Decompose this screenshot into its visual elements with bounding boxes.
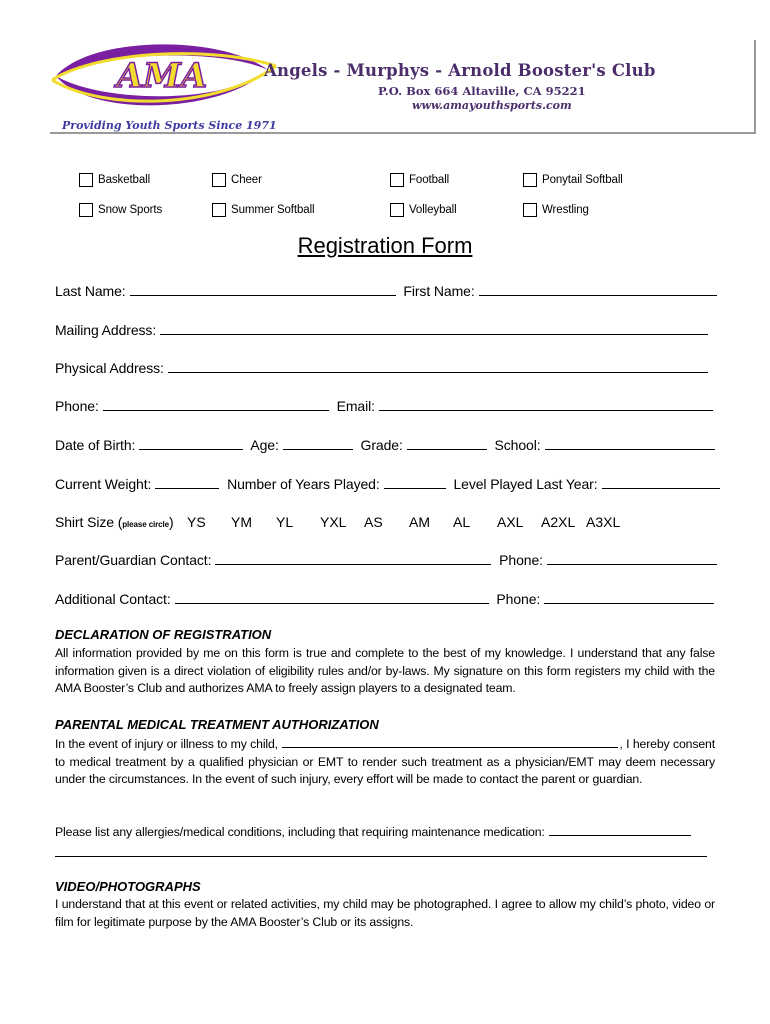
last-name-field[interactable] [130,294,396,296]
parent-phone-field[interactable] [547,563,717,565]
first-name-field[interactable] [479,294,717,296]
sport-label: Summer Softball [231,204,315,216]
allergies-field-line-2[interactable] [55,856,707,857]
size-am[interactable]: AM [409,514,430,530]
sport-label: Cheer [231,174,262,186]
additional-phone-label: Phone: [496,591,541,607]
phone-field[interactable] [103,409,329,411]
sport-option-basketball[interactable] [79,172,150,188]
checkbox[interactable] [212,173,226,187]
club-header [50,40,756,136]
size-as[interactable]: AS [364,514,383,530]
declaration-text: All information provided by me on this form is true and complete to the best of my knowledge. I understand that any false information given is a direct violation of eligibility rules and/or by-laws. My signature on this form registers my child with the AMA Booster’s Club and authorizes AMA to freely assign players to a designated team. [55,646,715,695]
physical-address-row [55,360,712,376]
physical-address-label: Physical Address: [55,360,164,376]
video-heading: VIDEO/PHOTOGRAPHS [55,879,201,894]
size-a3xl[interactable]: A3XL [586,514,621,530]
parent-contact-field[interactable] [215,563,491,565]
size-yxl[interactable]: YXL [320,514,347,530]
grade-field[interactable] [407,448,487,450]
weight-label: Current Weight: [55,476,152,492]
years-played-label: Number of Years Played: [227,476,380,492]
size-axl[interactable]: AXL [497,514,524,530]
level-label: Level Played Last Year: [453,476,598,492]
medical-text: In the event of injury or illness to my child, , I hereby consent to medical treatment by a qualified physician or EMT to render such treatment as a physician/EMT may deem necessary under the circumstances. In the event of such injury, every effort will be made to contact the parent or guardian. [55,737,715,786]
mailing-address-field[interactable] [160,333,708,335]
shirt-size-row [55,514,174,530]
sport-option-cheer[interactable] [212,172,262,188]
checkbox[interactable] [523,203,537,217]
weight-row [55,476,724,492]
additional-contact-row [55,591,718,607]
size-a2xl[interactable]: A2XL [541,514,576,530]
dob-label: Date of Birth: [55,437,136,453]
sport-label: Ponytail Softball [542,174,623,186]
phone-email-row [55,398,717,414]
sport-label: Volleyball [409,204,457,216]
age-label: Age: [250,437,279,453]
phone-label: Phone: [55,398,99,414]
allergies-text: Please list any allergies/medical conditions, including that requiring maintenance medication: [55,824,715,842]
child-name-field[interactable] [282,746,618,748]
sport-option-football[interactable] [390,172,449,188]
club-address: P.O. Box 664 Altaville, CA 95221 [378,84,586,98]
parent-phone-label: Phone: [499,552,543,568]
checkbox[interactable] [523,173,537,187]
level-field[interactable] [602,487,720,489]
parent-contact-row [55,552,721,568]
checkbox[interactable] [79,173,93,187]
form-title: Registration Form [297,233,473,258]
shirt-size-label: Shirt Size (please circle) [55,514,174,530]
additional-contact-field[interactable] [175,602,489,604]
sport-label: Football [409,174,450,186]
mailing-address-row [55,322,712,338]
ama-logo [50,40,280,120]
additional-phone-field[interactable] [544,602,714,604]
years-played-field[interactable] [384,487,446,489]
school-label: School: [494,437,541,453]
last-name-label: Last Name: [55,283,126,299]
allergies-field[interactable] [549,834,691,836]
dob-field[interactable] [139,448,243,450]
shirt-size-note: please circle [122,520,170,529]
video-text: I understand that at this event or related activities, my child may be photographed. I agree to allow my child’s photo, video or film for legitimate purpose by the AMA Booster’s Club or its assigns. [55,897,715,929]
sport-label: Basketball [98,174,151,186]
checkbox[interactable] [79,203,93,217]
club-name: Angels - Murphys - Arnold Booster's Club [264,61,656,80]
declaration-heading: DECLARATION OF REGISTRATION [55,627,272,642]
logo-text: AMA [116,56,208,96]
size-ym[interactable]: YM [231,514,252,530]
size-yl[interactable]: YL [276,514,294,530]
age-field[interactable] [283,448,353,450]
sport-option-snow-sports[interactable] [79,202,162,218]
checkbox[interactable] [212,203,226,217]
first-name-label: First Name: [403,283,475,299]
name-row [55,283,721,299]
sport-label: Snow Sports [98,204,163,216]
dob-row [55,437,719,453]
sport-label: Wrestling [542,204,589,216]
physical-address-field[interactable] [168,371,708,373]
email-field[interactable] [379,409,713,411]
parent-contact-label: Parent/Guardian Contact: [55,552,212,568]
sport-option-summer-softball[interactable] [212,202,315,218]
size-al[interactable]: AL [453,514,471,530]
grade-label: Grade: [360,437,403,453]
mailing-address-label: Mailing Address: [55,322,157,338]
school-field[interactable] [545,448,715,450]
club-website: www.amayouthsports.com [412,99,572,112]
additional-contact-label: Additional Contact: [55,591,171,607]
email-label: Email: [336,398,375,414]
checkbox[interactable] [390,203,404,217]
checkbox[interactable] [390,173,404,187]
size-ys[interactable]: YS [187,514,206,530]
sport-option-ponytail-softball[interactable] [523,172,623,188]
club-tagline: Providing Youth Sports Since 1971 [62,119,277,132]
sport-option-wrestling[interactable] [523,202,589,218]
sport-option-volleyball[interactable] [390,202,457,218]
weight-field[interactable] [155,487,219,489]
medical-heading: PARENTAL MEDICAL TREATMENT AUTHORIZATION [55,717,379,732]
